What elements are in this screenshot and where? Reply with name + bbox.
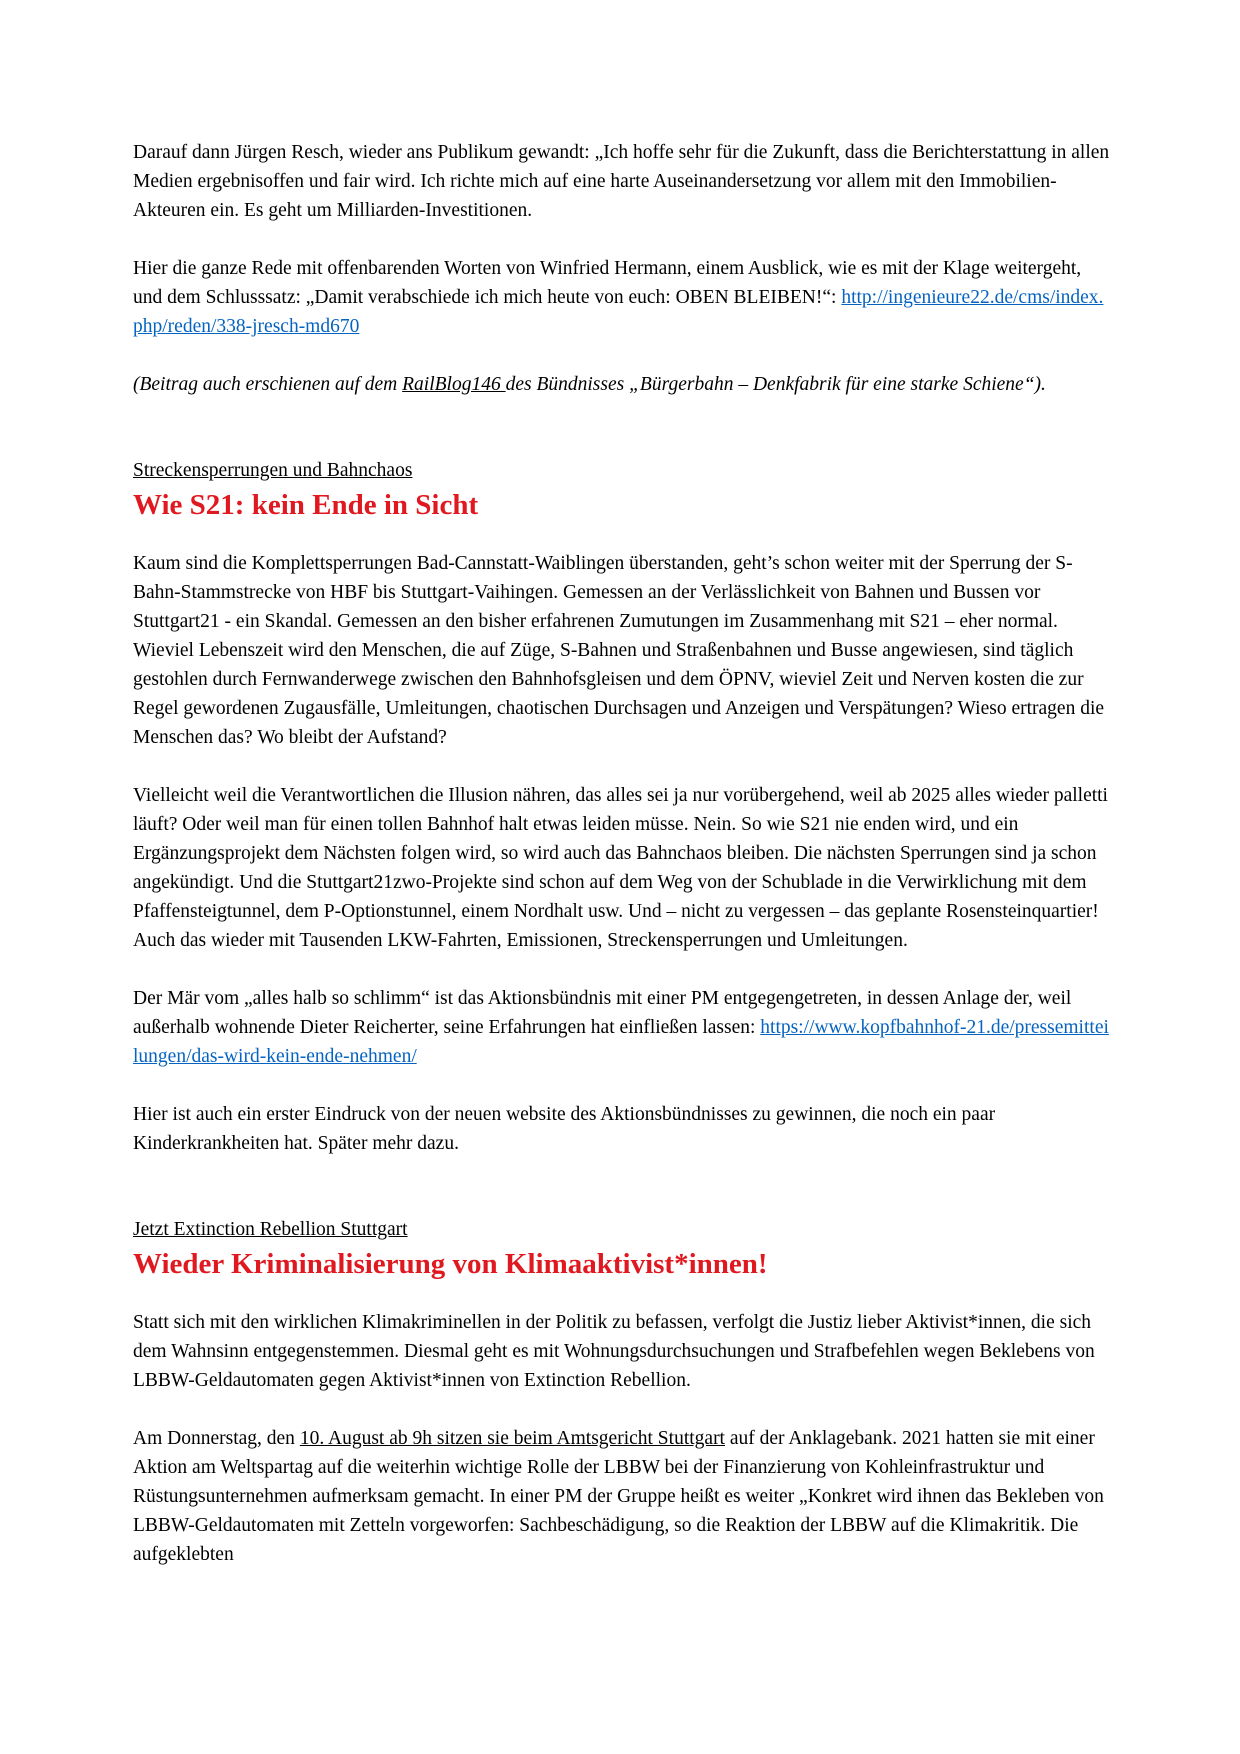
paragraph-rede-hermann [133,254,1112,341]
railblog-reference: RailBlog146 [402,374,506,395]
s21-paragraph-sperrungen-text: Kaum sind die Komplettsperrungen Bad-Cannstatt-Waiblingen überstanden, geht’s schon weiter mit der Sperrung der S-Bahn-Stammstrecke von HBF bis Stuttgart-Vaihingen. Gemessen an der Verlässlichkeit von Bahnen und Bussen vor Stuttgart21 - ein Skandal. Gemessen an den bisher erfahrenen Zumutungen im Zusammenhang mit S21 – eher normal. Wieviel Lebenszeit wird den Menschen, die auf Züge, S-Bahnen und Straßenbahnen und Busse angewiesen, sind täglich gestohlen durch Fernwanderwege zwischen den Bahnhofsgleisen und dem ÖPNV, wieviel Zeit und Nerven kosten die zur Regel gewordenen Zugausfälle, Umleitungen, chaotischen Durchsagen und Anzeigen und Verspätungen? Wieso ertragen die Menschen das? Wo bleibt der Aufstand? [133,553,1105,748]
amtsgericht-date-highlight: 10. August ab 9h sitzen sie beim Amtsgericht Stuttgart [299,1428,725,1449]
ingenieure22-link[interactable]: http://ingenieure22.de/cms/index.php/reden/338-jresch-md670 [133,287,1104,337]
railblog-note-pre: (Beitrag auch erschienen auf dem [133,374,403,395]
section-kicker-s21: Streckensperrungen und Bahnchaos [133,460,413,481]
section-s21 [133,456,1112,1158]
intro-paragraph-resch [133,138,1112,225]
xr-paragraph-justiz [133,1308,1112,1395]
intro-paragraph-resch-text: Darauf dann Jürgen Resch, wieder ans Publikum gewandt: „Ich hoffe sehr für die Zukunft, dass die Berichterstattung in allen Medien ergebnisoffen und fair wird. Ich richte mich auf eine harte Auseinandersetzung vor allem mit den Immobilien-Akteuren ein. Es geht um Milliarden-Investitionen. [133,142,1110,221]
xr-paragraph-justiz-text: Statt sich mit den wirklichen Klimakriminellen in der Politik zu befassen, verfolgt die Justiz lieber Aktivist*innen, die sich dem Wahnsinn entgegenstemmen. Diesmal geht es mit Wohnungsdurchsuchungen und Strafbefehlen wegen Beklebens von LBBW-Geldautomaten gegen Aktivist*innen von Extinction Rebellion. [133,1312,1095,1391]
s21-paragraph-website [133,1100,1112,1158]
s21-paragraph-aktionsbuendnis-text: Der Mär vom „alles halb so schlimm“ ist das Aktionsbündnis mit einer PM entgegengetreten, in dessen Anlage der, weil außerhalb wohnende Dieter Reicherter, seine Erfahrungen hat einfließen lassen: [133,988,1072,1038]
section-heading-s21: Wie S21: kein Ende in Sicht [133,489,479,521]
kopfbahnhof21-link[interactable]: https://www.kopfbahnhof-21.de/pressemitteilungen/das-wird-kein-ende-nehmen/ [133,1017,1109,1067]
s21-paragraph-aktionsbuendnis [133,984,1112,1071]
xr-paragraph-prozess-post: auf der Anklagebank. 2021 hatten sie mit einer Aktion am Weltspartag auf die weiterhin wichtige Rolle der LBBW bei der Finanzierung von Kohleinfrastruktur und Rüstungsunternehmen aufmerksam gemacht. In einer PM der Gruppe heißt es weiter „Konkret wird ihnen das Bekleben von LBBW-Geldautomaten mit Zetteln vorgeworfen: Sachbeschädigung, so die Reaktion der LBBW auf die Klimakritik. Die aufgeklebten [133,1428,1104,1565]
s21-paragraph-sperrungen [133,549,1112,752]
section-heading-xr: Wieder Kriminalisierung von Klimaaktivist*innen! [133,1248,768,1280]
s21-paragraph-website-text: Hier ist auch ein erster Eindruck von der neuen website des Aktionsbündnisses zu gewinnen, die noch ein paar Kinderkrankheiten hat. Später mehr dazu. [133,1104,996,1154]
railblog-note-post: des Bündnisses „Bürgerbahn – Denkfabrik für eine starke Schiene“). [505,374,1046,395]
s21-paragraph-illusion [133,781,1112,955]
section-extinction-rebellion [133,1215,1112,1569]
xr-paragraph-prozess [133,1424,1112,1569]
section-kicker-xr: Jetzt Extinction Rebellion Stuttgart [133,1219,408,1240]
xr-paragraph-prozess-pre: Am Donnerstag, den [133,1428,300,1449]
paragraph-rede-hermann-text: Hier die ganze Rede mit offenbarenden Worten von Winfried Hermann, einem Ausblick, wie es mit der Klage weitergeht, und dem Schlusssatz: „Damit verabschiede ich mich heute von euch: OBEN BLEIBEN!“: [133,258,1082,308]
railblog-note [133,370,1112,399]
s21-paragraph-illusion-text: Vielleicht weil die Verantwortlichen die Illusion nähren, das alles sei ja nur vorübergehend, weil ab 2025 alles wieder palletti läuft? Oder weil man für einen tollen Bahnhof halt etwas leiden müsse. Nein. So wie S21 nie enden wird, und ein Ergänzungsprojekt dem Nächsten folgen wird, so wird auch das Bahnchaos bleiben. Die nächsten Sperrungen sind ja schon angekündigt. Und die Stuttgart21zwo-Projekte sind schon auf dem Weg von der Schublade in die Verwirklichung mit dem Pfaffensteigtunnel, dem P-Optionstunnel, einem Nordhalt usw. Und – nicht zu vergessen – das geplante Rosensteinquartier! Auch das wieder mit Tausenden LKW-Fahrten, Emissionen, Streckensperrungen und Umleitungen. [133,785,1108,951]
